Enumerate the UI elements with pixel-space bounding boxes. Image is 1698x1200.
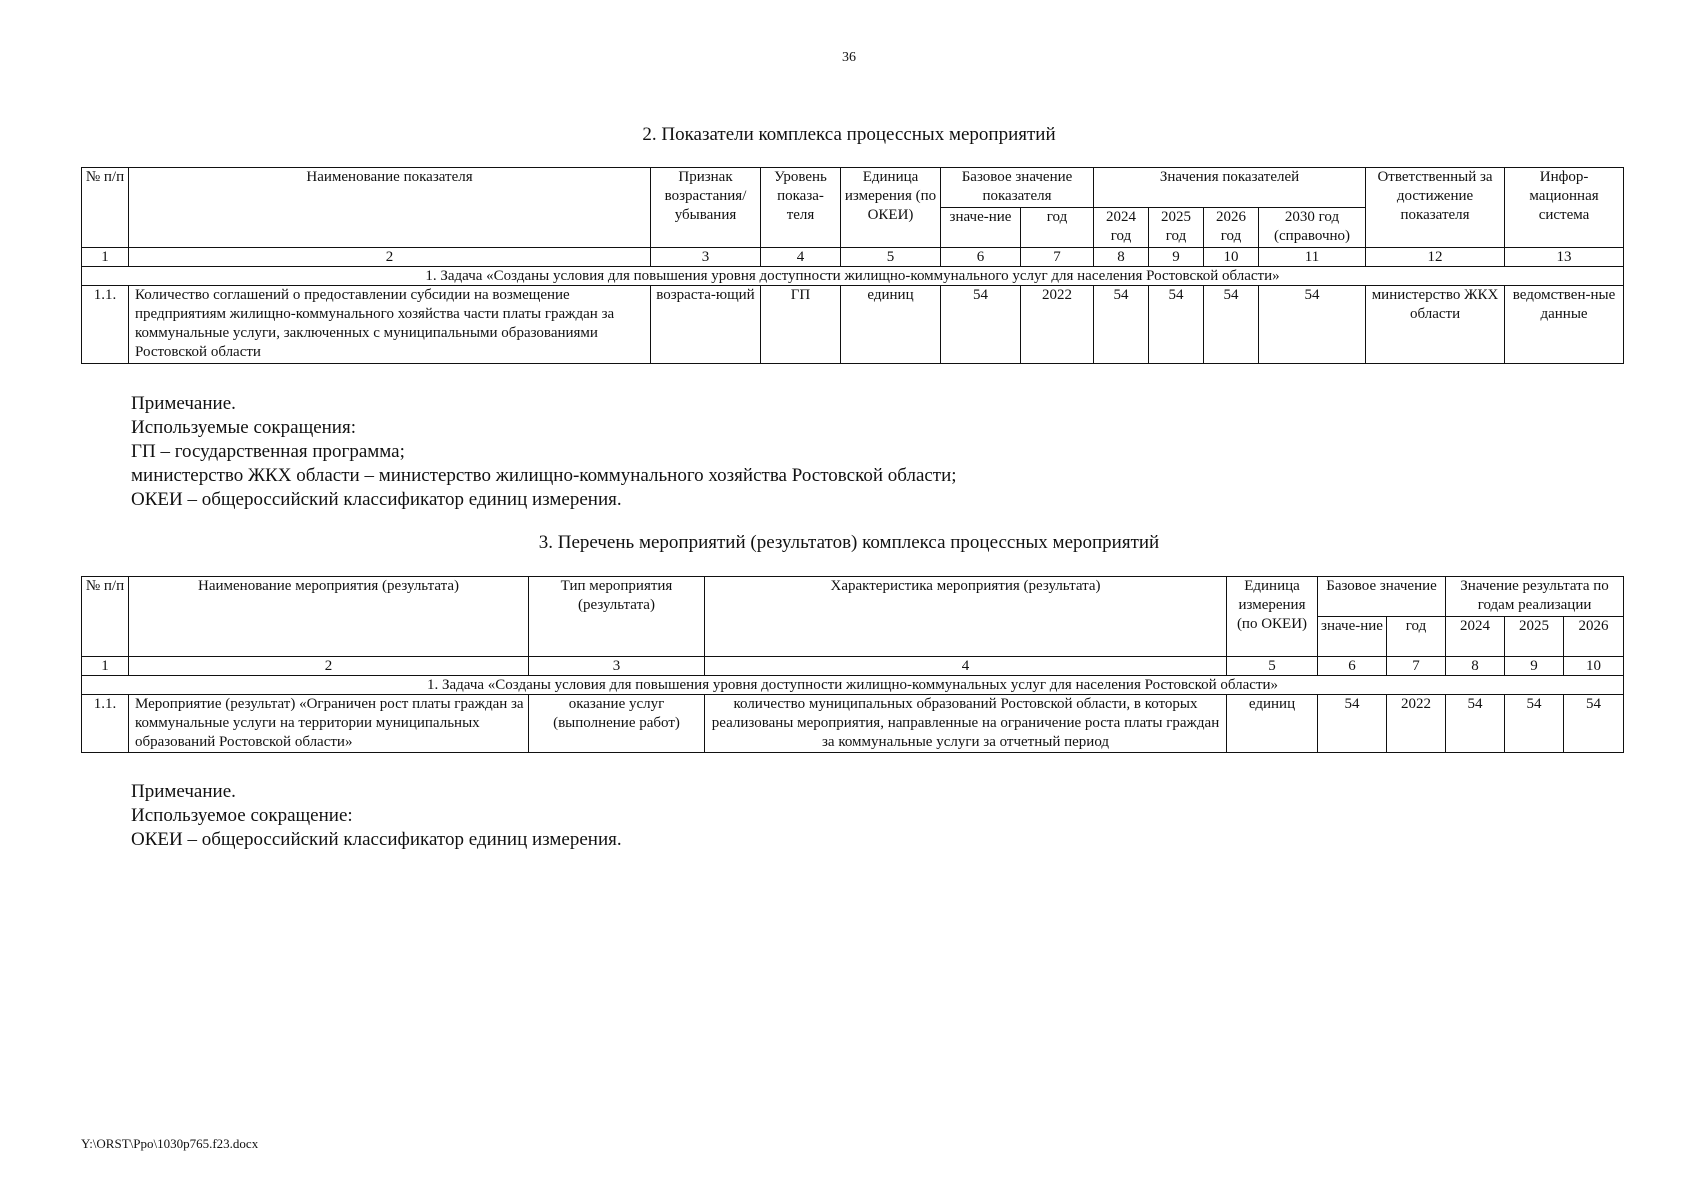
header-base-year: год [1021,208,1094,248]
col-number: 9 [1149,248,1204,267]
col-number: 13 [1505,248,1624,267]
header-year-2025: 2025 [1505,617,1564,657]
row-value-2026: 54 [1564,695,1624,753]
row-activity-type: оказание услуг (выполнение работ) [529,695,705,753]
note-line: ГП – государственная программа; [131,441,405,462]
indicators-table [81,167,1624,364]
activities-table [81,576,1624,753]
col-number: 11 [1259,248,1366,267]
page-number: 36 [842,50,856,65]
row-base-value: 54 [941,286,1021,364]
header-base-value: Базовое значение [1318,577,1446,617]
table-row [82,695,1624,753]
row-info-system: ведомствен-ные данные [1505,286,1624,364]
col-number: 3 [529,657,705,676]
col-number: 1 [82,657,129,676]
note-line: ОКЕИ – общероссийский классификатор единиц измерения. [131,489,622,510]
header-year-2026: 2026 год [1204,208,1259,248]
row-value-2024: 54 [1094,286,1149,364]
col-number: 5 [1227,657,1318,676]
col-number: 8 [1094,248,1149,267]
header-unit: Единица измерения (по ОКЕИ) [1227,577,1318,657]
section2-title: 2. Показатели комплекса процессных мероприятий [642,124,1056,145]
row-num: 1.1. [82,695,129,753]
header-characteristic: Характеристика мероприятия (результата) [705,577,1227,657]
col-number: 6 [1318,657,1387,676]
col-number: 7 [1021,248,1094,267]
note-line: Примечание. [131,781,236,802]
col-number: 4 [705,657,1227,676]
note-line: министерство ЖКХ области – министерство жилищно-коммунального хозяйства Ростовской области; [131,465,957,486]
header-level: Уровень показа-теля [761,168,841,248]
col-number: 10 [1204,248,1259,267]
task-row: 1. Задача «Созданы условия для повышения уровня доступности жилищно-коммунальных услуг для населения Ростовской области» [82,676,1624,695]
row-value-2030: 54 [1259,286,1366,364]
header-base-year: год [1387,617,1446,657]
header-activity-type: Тип мероприятия (результата) [529,577,705,657]
row-value-2025: 54 [1149,286,1204,364]
row-num: 1.1. [82,286,129,364]
table-row [82,286,1624,364]
note-section3 [131,780,622,852]
row-value-2024: 54 [1446,695,1505,753]
header-unit: Единица измерения (по ОКЕИ) [841,168,941,248]
header-num: № п/п [82,168,129,248]
col-number: 7 [1387,657,1446,676]
header-base-value: Базовое значение показателя [941,168,1094,208]
row-base-value: 54 [1318,695,1387,753]
section3-title: 3. Перечень мероприятий (результатов) комплекса процессных мероприятий [538,532,1160,553]
col-number: 8 [1446,657,1505,676]
row-base-year: 2022 [1021,286,1094,364]
row-value-2025: 54 [1505,695,1564,753]
row-responsible: министерство ЖКХ области [1366,286,1505,364]
note-line: ОКЕИ – общероссийский классификатор единиц измерения. [131,829,622,850]
col-number: 12 [1366,248,1505,267]
col-number: 6 [941,248,1021,267]
row-sign: возраста-ющий [651,286,761,364]
header-indicator-name: Наименование показателя [129,168,651,248]
col-number: 2 [129,657,529,676]
row-activity-name: Мероприятие (результат) «Ограничен рост платы граждан за коммунальные услуги на территории муниципальных образований Ростовской области» [129,695,529,753]
row-value-2026: 54 [1204,286,1259,364]
header-year-2030: 2030 год (справочно) [1259,208,1366,248]
note-line: Используемые сокращения: [131,417,356,438]
note-line: Используемое сокращение: [131,805,353,826]
header-num: № п/п [82,577,129,657]
header-base-value-sub: значе-ние [1318,617,1387,657]
col-number: 9 [1505,657,1564,676]
col-number: 1 [82,248,129,267]
row-unit: единиц [841,286,941,364]
row-indicator-name: Количество соглашений о предоставлении субсидии на возмещение предприятиям жилищно-коммунального хозяйства части платы граждан за коммунальные услуги, заключенных с муниципальными образованиями Ростовской области [129,286,651,364]
col-number: 5 [841,248,941,267]
row-unit: единиц [1227,695,1318,753]
header-year-2024: 2024 [1446,617,1505,657]
header-year-2026: 2026 [1564,617,1624,657]
col-number: 2 [129,248,651,267]
header-result-values: Значение результата по годам реализации [1446,577,1624,617]
file-path-footer: Y:\ORST\Ppo\1030p765.f23.docx [81,1136,259,1151]
header-values: Значения показателей [1094,168,1366,208]
col-number: 10 [1564,657,1624,676]
note-section2 [131,392,957,512]
header-responsible: Ответственный за достижение показателя [1366,168,1505,248]
col-number: 3 [651,248,761,267]
header-year-2024: 2024 год [1094,208,1149,248]
header-sign: Признак возрастания/ убывания [651,168,761,248]
header-activity-name: Наименование мероприятия (результата) [129,577,529,657]
task-row: 1. Задача «Созданы условия для повышения уровня доступности жилищно-коммунального услуг для населения Ростовской области» [82,267,1624,286]
header-year-2025: 2025 год [1149,208,1204,248]
col-number: 4 [761,248,841,267]
row-level: ГП [761,286,841,364]
header-base-value-sub: значе-ние [941,208,1021,248]
header-info-system: Инфор-мационная система [1505,168,1624,248]
row-base-year: 2022 [1387,695,1446,753]
row-characteristic: количество муниципальных образований Ростовской области, в которых реализованы мероприятия, направленные на ограничение роста платы граждан за коммунальные услуги за отчетный период [705,695,1227,753]
note-line: Примечание. [131,393,236,414]
